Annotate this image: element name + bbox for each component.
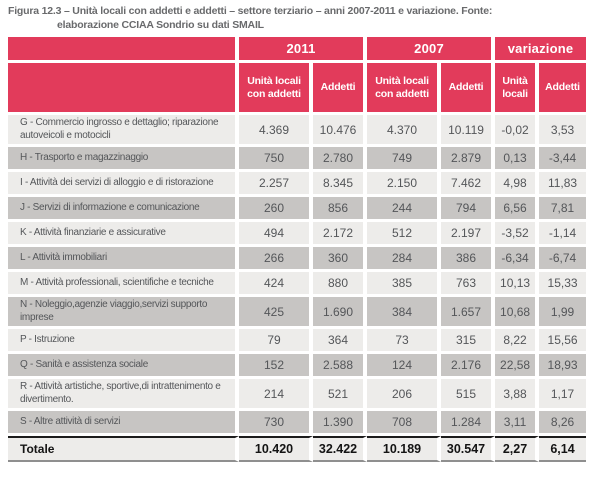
cell-value: 2.257 [239, 172, 313, 197]
col-header-addetti-2007: Addetti [441, 63, 495, 115]
cell-value: 284 [367, 247, 441, 272]
table-row [8, 197, 586, 222]
cell-value: 750 [239, 147, 313, 172]
cell-value: 708 [367, 411, 441, 436]
cell-value: 763 [441, 272, 495, 297]
cell-value: 3,11 [495, 411, 539, 436]
table-body [8, 115, 586, 436]
table-row [8, 329, 586, 354]
row-label: K - Attività finanziarie e assicurative [8, 222, 239, 247]
cell-value: 2.150 [367, 172, 441, 197]
col-header-addetti-2011: Addetti [313, 63, 367, 115]
cell-value: 2.879 [441, 147, 495, 172]
table-row [8, 115, 586, 147]
cell-value: 4.370 [367, 115, 441, 147]
col-header-unita-locali-2011: Unità locali con addetti [239, 63, 313, 115]
cell-value: 79 [239, 329, 313, 354]
cell-value: 2.172 [313, 222, 367, 247]
cell-value: -0,02 [495, 115, 539, 147]
cell-value: 2.197 [441, 222, 495, 247]
data-table [8, 37, 586, 462]
table-row [8, 247, 586, 272]
cell-value: 7.462 [441, 172, 495, 197]
cell-value: 315 [441, 329, 495, 354]
cell-value: 856 [313, 197, 367, 222]
cell-value: 22,58 [495, 354, 539, 379]
cell-value: 385 [367, 272, 441, 297]
cell-value: 515 [441, 379, 495, 411]
cell-value: 8,26 [539, 411, 586, 436]
row-label: J - Servizi di informazione e comunicazione [8, 197, 239, 222]
cell-value: 2.780 [313, 147, 367, 172]
corner-cell [8, 37, 239, 63]
cell-value: 15,56 [539, 329, 586, 354]
cell-value: 880 [313, 272, 367, 297]
table-row [8, 272, 586, 297]
cell-value: 0,13 [495, 147, 539, 172]
col-group-2011: 2011 [239, 37, 367, 63]
cell-value: 6,56 [495, 197, 539, 222]
total-row [8, 436, 586, 462]
cell-value: 8,22 [495, 329, 539, 354]
row-label: Q - Sanità e assistenza sociale [8, 354, 239, 379]
cell-value: 3,88 [495, 379, 539, 411]
cell-value: 1.690 [313, 297, 367, 329]
row-label: N - Noleggio,agenzie viaggio,servizi supporto imprese [8, 297, 239, 329]
cell-value: 152 [239, 354, 313, 379]
cell-value: -3,44 [539, 147, 586, 172]
row-label: R - Attività artistiche, sportive,di intrattenimento e divertimento. [8, 379, 239, 411]
cell-value: -6,74 [539, 247, 586, 272]
row-label: L - Attività immobiliari [8, 247, 239, 272]
cell-value: 364 [313, 329, 367, 354]
cell-value: 73 [367, 329, 441, 354]
cell-value: 206 [367, 379, 441, 411]
column-header-row [8, 63, 586, 115]
cell-value: 424 [239, 272, 313, 297]
cell-value: 18,93 [539, 354, 586, 379]
cell-value: 794 [441, 197, 495, 222]
cell-value: -3,52 [495, 222, 539, 247]
cell-value: 260 [239, 197, 313, 222]
table-header [8, 37, 586, 115]
total-value: 10.189 [367, 436, 441, 462]
cell-value: 749 [367, 147, 441, 172]
row-label: G - Commercio ingrosso e dettaglio; riparazione autoveicoli e motocicli [8, 115, 239, 147]
table-row [8, 147, 586, 172]
cell-value: 494 [239, 222, 313, 247]
cell-value: 10.476 [313, 115, 367, 147]
col-group-2007: 2007 [367, 37, 495, 63]
cell-value: 4.369 [239, 115, 313, 147]
cell-value: 386 [441, 247, 495, 272]
cell-value: 3,53 [539, 115, 586, 147]
cell-value: 2.176 [441, 354, 495, 379]
figure-title-line1: Figura 12.3 – Unità locali con addetti e addetti – settore terziario – anni 2007-2011 e variazione. Fonte: [8, 5, 493, 17]
total-value: 32.422 [313, 436, 367, 462]
row-label: P - Istruzione [8, 329, 239, 354]
figure-title-line2: elaborazione CCIAA Sondrio su dati SMAIL [57, 18, 264, 31]
cell-value: 730 [239, 411, 313, 436]
total-value: 10.420 [239, 436, 313, 462]
cell-value: 11,83 [539, 172, 586, 197]
cell-value: 1.284 [441, 411, 495, 436]
cell-value: 425 [239, 297, 313, 329]
cell-value: 214 [239, 379, 313, 411]
cell-value: 2.588 [313, 354, 367, 379]
cell-value: -6,34 [495, 247, 539, 272]
row-label: H - Trasporto e magazzinaggio [8, 147, 239, 172]
table-row [8, 354, 586, 379]
cell-value: 512 [367, 222, 441, 247]
cell-value: 1.657 [441, 297, 495, 329]
table-row [8, 222, 586, 247]
col-header-unita-locali-var: Unità locali [495, 63, 539, 115]
row-label: I - Attività dei servizi di alloggio e di ristorazione [8, 172, 239, 197]
corner-cell [8, 63, 239, 115]
cell-value: 4,98 [495, 172, 539, 197]
row-label: M - Attività professionali, scientifiche e tecniche [8, 272, 239, 297]
cell-value: 1,99 [539, 297, 586, 329]
figure-title [8, 5, 592, 32]
cell-value: 360 [313, 247, 367, 272]
total-value: 2,27 [495, 436, 539, 462]
col-header-unita-locali-2007: Unità locali con addetti [367, 63, 441, 115]
cell-value: 7,81 [539, 197, 586, 222]
column-group-row [8, 37, 586, 63]
col-group-variazione: variazione [495, 37, 586, 63]
row-label: S - Altre attività di servizi [8, 411, 239, 436]
total-label: Totale [8, 436, 239, 462]
cell-value: 1,17 [539, 379, 586, 411]
cell-value: 10,13 [495, 272, 539, 297]
cell-value: 8.345 [313, 172, 367, 197]
cell-value: 384 [367, 297, 441, 329]
cell-value: 10.119 [441, 115, 495, 147]
cell-value: 521 [313, 379, 367, 411]
col-header-addetti-var: Addetti [539, 63, 586, 115]
cell-value: 1.390 [313, 411, 367, 436]
table-row [8, 411, 586, 436]
table-row [8, 297, 586, 329]
cell-value: 10,68 [495, 297, 539, 329]
total-value: 30.547 [441, 436, 495, 462]
table-row [8, 172, 586, 197]
cell-value: -1,14 [539, 222, 586, 247]
cell-value: 124 [367, 354, 441, 379]
cell-value: 15,33 [539, 272, 586, 297]
table-row [8, 379, 586, 411]
cell-value: 244 [367, 197, 441, 222]
cell-value: 266 [239, 247, 313, 272]
total-value: 6,14 [539, 436, 586, 462]
